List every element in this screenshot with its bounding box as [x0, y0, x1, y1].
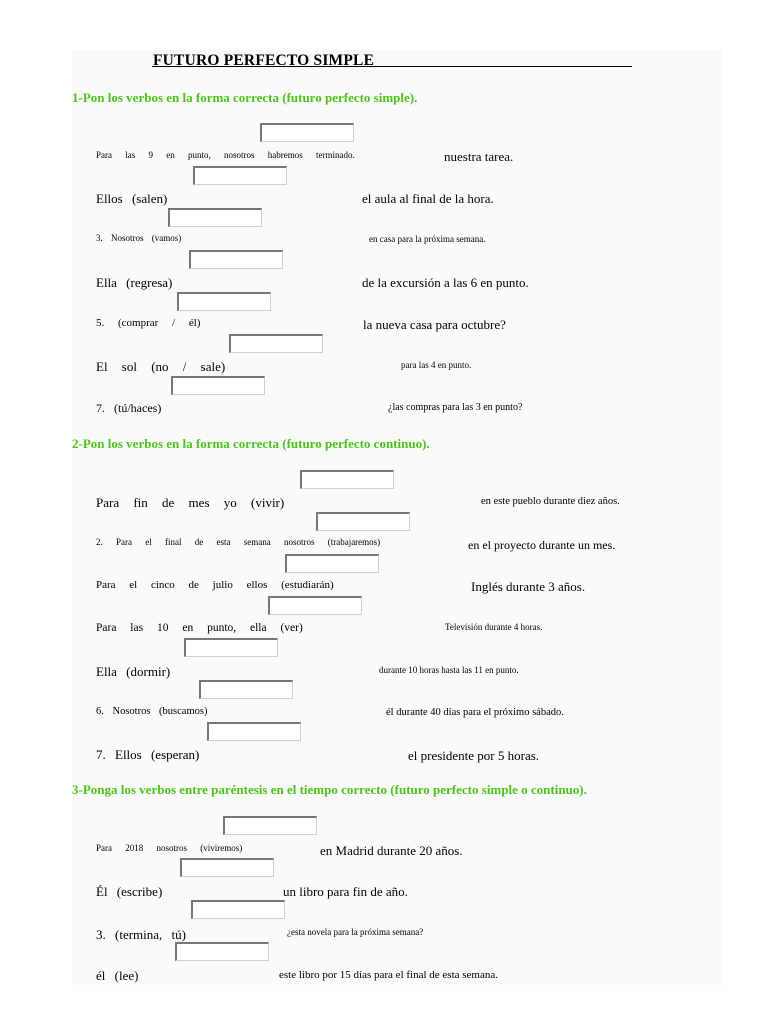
exercise-1-2-ending: el aula al final de la hora. [362, 191, 494, 206]
exercise-3-3-prompt: 3. (termina, tú) [96, 927, 186, 942]
answer-input[interactable] [191, 900, 285, 919]
answer-input[interactable] [189, 250, 283, 269]
exercise-1-7-prompt: 7. (tú/haces) [96, 401, 162, 415]
answer-input[interactable] [193, 166, 287, 185]
exercise-2-7-prompt: 7. Ellos (esperan) [96, 747, 200, 762]
exercise-2-2-prompt: 2. Para el final de esta semana nosotros (trabajaremos) [96, 537, 381, 547]
answer-input[interactable] [171, 376, 265, 395]
exercise-2-1-prompt: Para fin de mes yo (vivir) [96, 495, 285, 510]
exercise-2-4-prompt: Para las 10 en punto, ella (ver) [96, 622, 303, 634]
exercise-2-5-prompt: Ella (dormir) [96, 664, 171, 679]
answer-input[interactable] [285, 554, 379, 573]
answer-input[interactable] [199, 680, 293, 699]
exercise-1-6-ending: para las 4 en punto. [401, 360, 472, 370]
answer-input[interactable] [229, 334, 323, 353]
exercise-3-4-ending: este libro por 15 días para el final de esta semana. [279, 969, 499, 981]
section-3-heading: 3-Ponga los verbos entre paréntesis en el tiempo correcto (futuro perfecto simple o continuo). [72, 782, 587, 797]
section-1-heading: 1-Pon los verbos en la forma correcta (futuro perfecto simple). [72, 90, 418, 105]
exercise-1-4-prompt: Ella (regresa) [96, 275, 173, 290]
exercise-2-3-prompt: Para el cinco de julio ellos (estudiarán) [96, 579, 334, 591]
exercise-2-6-prompt: 6. Nosotros (buscamos) [96, 706, 208, 717]
answer-input[interactable] [223, 816, 317, 835]
exercise-1-5-ending: la nueva casa para octubre? [363, 317, 506, 332]
exercise-1-4-ending: de la excursión a las 6 en punto. [362, 275, 529, 290]
answer-input[interactable] [207, 722, 301, 741]
exercise-3-4-prompt: él (lee) [96, 968, 139, 983]
exercise-1-1-ending: nuestra tarea. [444, 149, 514, 164]
answer-input[interactable] [177, 292, 271, 311]
answer-input[interactable] [184, 638, 278, 657]
exercise-1-6-prompt: El sol (no / sale) [96, 359, 226, 374]
exercise-1-3-ending: en casa para la próxima semana. [369, 234, 486, 244]
exercise-3-2-ending: un libro para fin de año. [283, 884, 408, 899]
section-2-heading: 2-Pon los verbos en la forma correcta (futuro perfecto continuo). [72, 436, 430, 451]
answer-input[interactable] [316, 512, 410, 531]
exercise-1-5-prompt: 5. (comprar / él) [96, 317, 201, 329]
exercise-3-3-ending: ¿esta novela para la próxima semana? [287, 927, 424, 937]
exercise-2-4-ending: Televisión durante 4 horas. [445, 622, 543, 632]
answer-input[interactable] [168, 208, 262, 227]
exercise-3-1-prompt: Para 2018 nosotros (viviremos) [96, 843, 243, 853]
answer-input[interactable] [175, 942, 269, 961]
exercise-2-6-ending: él durante 40 días para el próximo sábado. [386, 707, 564, 718]
answer-input[interactable] [260, 123, 354, 142]
exercise-2-2-ending: en el proyecto durante un mes. [468, 538, 616, 552]
exercise-2-5-ending: durante 10 horas hasta las 11 en punto. [379, 665, 519, 675]
exercise-1-7-ending: ¿las compras para las 3 en punto? [388, 402, 523, 413]
exercise-3-1-ending: en Madrid durante 20 años. [320, 843, 463, 858]
exercise-3-2-prompt: Él (escribe) [96, 884, 163, 899]
exercise-1-3-prompt: 3. Nosotros (vamos) [96, 233, 182, 243]
exercise-2-3-ending: Inglés durante 3 años. [471, 579, 586, 594]
exercise-1-2-prompt: Ellos (salen) [96, 191, 168, 206]
answer-input[interactable] [268, 596, 362, 615]
title-underline [152, 66, 632, 67]
exercise-1-1-prompt: Para las 9 en punto, nosotros habremos terminado. [96, 150, 355, 160]
exercise-2-7-ending: el presidente por 5 horas. [408, 748, 540, 763]
answer-input[interactable] [180, 858, 274, 877]
answer-input[interactable] [300, 470, 394, 489]
page-title: FUTURO PERFECTO SIMPLE [153, 52, 375, 69]
exercise-2-1-ending: en este pueblo durante diez años. [481, 496, 620, 507]
